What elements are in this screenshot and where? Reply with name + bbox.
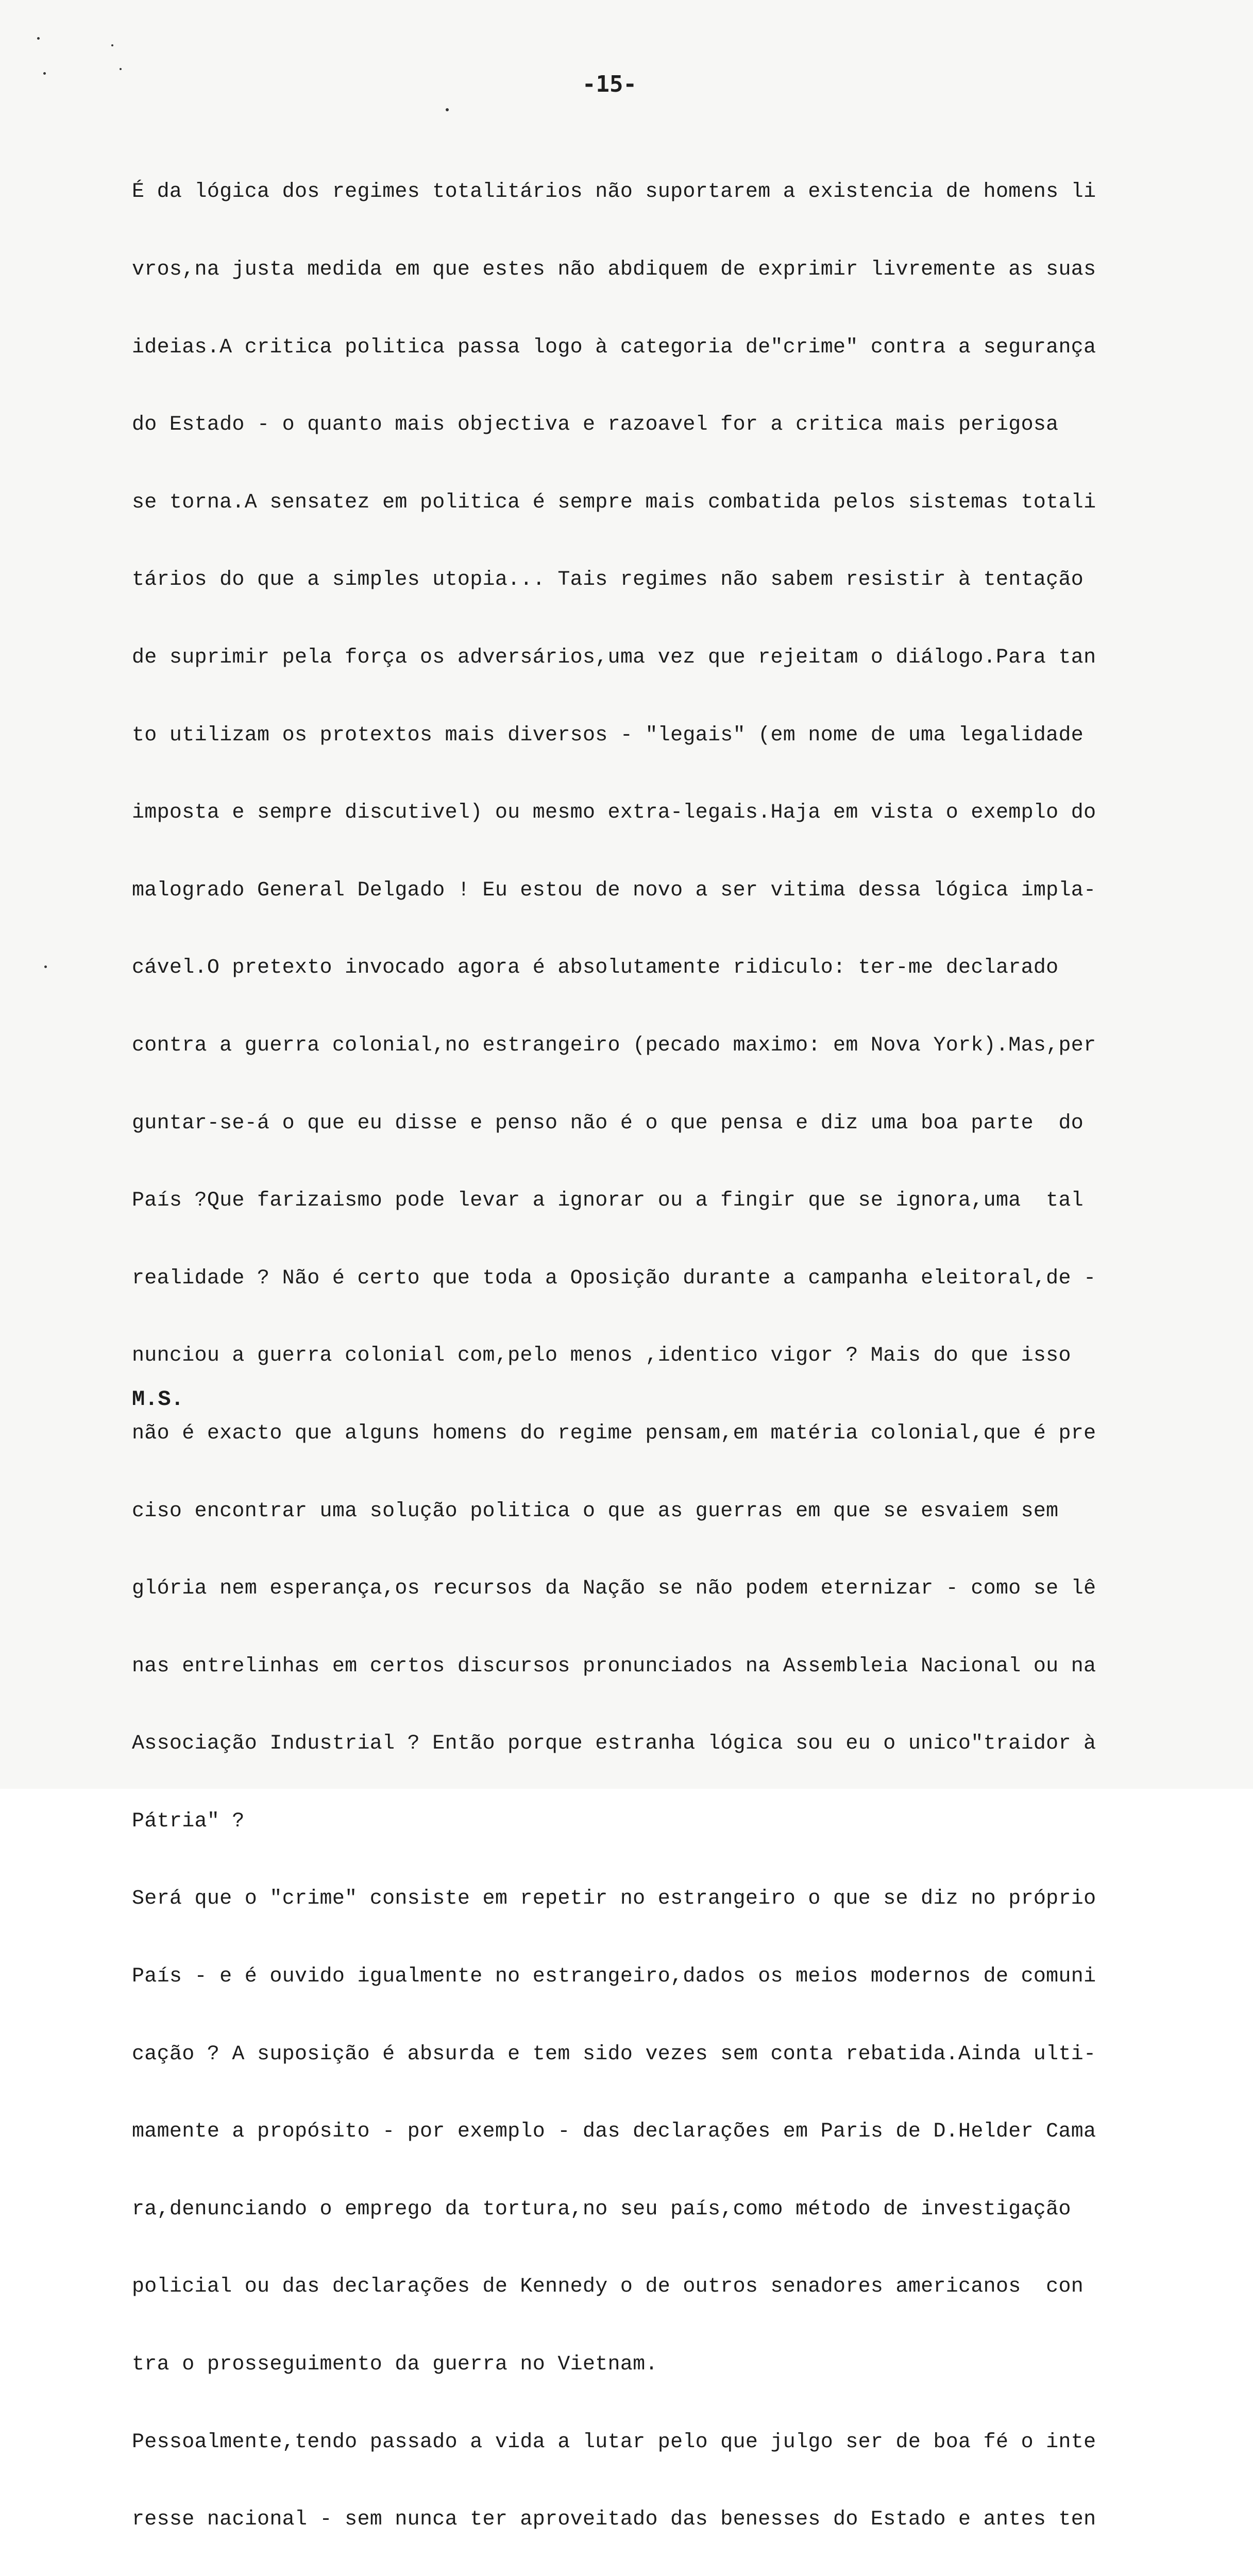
text-line: do Estado - o quanto mais objectiva e razoavel for a critica mais perigosa xyxy=(132,413,1059,437)
letter-body xyxy=(132,128,1167,2576)
text-line: malogrado General Delgado ! Eu estou de novo a ser vitima dessa lógica impla- xyxy=(132,878,1096,902)
text-line: realidade ? Não é certo que toda a Oposição durante a campanha eleitoral,de - xyxy=(132,1266,1096,1290)
scan-speck xyxy=(111,44,113,46)
text-line: País ?Que farizaismo pode levar a ignorar ou a fingir que se ignora,uma tal xyxy=(132,1189,1084,1213)
text-line: não é exacto que alguns homens do regime pensam,em matéria colonial,que é pre xyxy=(132,1421,1096,1445)
signature-initials: M.S. xyxy=(132,1387,184,1412)
text-line: guntar-se-á o que eu disse e penso não é o que pensa e diz uma boa parte do xyxy=(132,1111,1084,1135)
text-line: se torna.A sensatez em politica é sempre mais combatida pelos sistemas totali xyxy=(132,490,1096,514)
text-line: nunciou a guerra colonial com,pelo menos ,identico vigor ? Mais do que isso xyxy=(132,1344,1071,1368)
text-line: de suprimir pela força os adversários,uma vez que rejeitam o diálogo.Para tan xyxy=(132,646,1096,669)
text-line: tários do que a simples utopia... Tais regimes não sabem resistir à tentação xyxy=(132,568,1084,592)
text-line: Associação Industrial ? Então porque estranha lógica sou eu o unico"traidor à xyxy=(132,1732,1096,1756)
text-line: mamente a propósito - por exemplo - das declarações em Paris de D.Helder Cama xyxy=(132,2120,1096,2144)
page-number: -15- xyxy=(582,71,637,97)
text-line: ideias.A critica politica passa logo à categoria de"crime" contra a segurança xyxy=(132,335,1096,359)
text-line: ciso encontrar uma solução politica o que as guerras em que se esvaiem sem xyxy=(132,1499,1059,1523)
text-line: Será que o "crime" consiste em repetir no estrangeiro o que se diz no próprio xyxy=(132,1887,1096,1911)
scan-speck xyxy=(37,37,40,40)
text-line: contra a guerra colonial,no estrangeiro (pecado maximo: em Nova York).Mas,per xyxy=(132,1033,1096,1057)
scan-speck xyxy=(446,108,449,111)
text-line: resse nacional - sem nunca ter aproveitado das benesses do Estado e antes ten xyxy=(132,2508,1096,2532)
text-line: cação ? A suposição é absurda e tem sido vezes sem conta rebatida.Ainda ulti- xyxy=(132,2042,1096,2066)
text-line: vros,na justa medida em que estes não abdiquem de exprimir livremente as suas xyxy=(132,258,1096,281)
text-line: glória nem esperança,os recursos da Nação se não podem eternizar - como se lê xyxy=(132,1577,1096,1601)
text-line: País - e é ouvido igualmente no estrangeiro,dados os meios modernos de comuni xyxy=(132,1965,1096,1989)
scan-speck xyxy=(44,965,47,968)
text-line: ra,denunciando o emprego da tortura,no seu país,como método de investigação xyxy=(132,2197,1071,2221)
text-line: policial ou das declarações de Kennedy o de outros senadores americanos con xyxy=(132,2275,1084,2299)
text-line: Pessoalmente,tendo passado a vida a lutar pelo que julgo ser de boa fé o inte xyxy=(132,2430,1096,2454)
text-line: to utilizam os protextos mais diversos - "legais" (em nome de uma legalidade xyxy=(132,723,1084,747)
scan-speck xyxy=(120,68,122,70)
text-line: Pátria" ? xyxy=(132,1809,245,1833)
text-line: tra o prosseguimento da guerra no Vietnam. xyxy=(132,2353,658,2377)
scan-speck xyxy=(43,72,46,75)
text-line: cável.O pretexto invocado agora é absolutamente ridiculo: ter-me declarado xyxy=(132,956,1059,980)
text-line: imposta e sempre discutivel) ou mesmo extra-legais.Haja em vista o exemplo do xyxy=(132,801,1096,825)
text-line: É da lógica dos regimes totalitários não suportarem a existencia de homens li xyxy=(132,180,1096,204)
text-line: nas entrelinhas em certos discursos pronunciados na Assembleia Nacional ou na xyxy=(132,1654,1096,1678)
